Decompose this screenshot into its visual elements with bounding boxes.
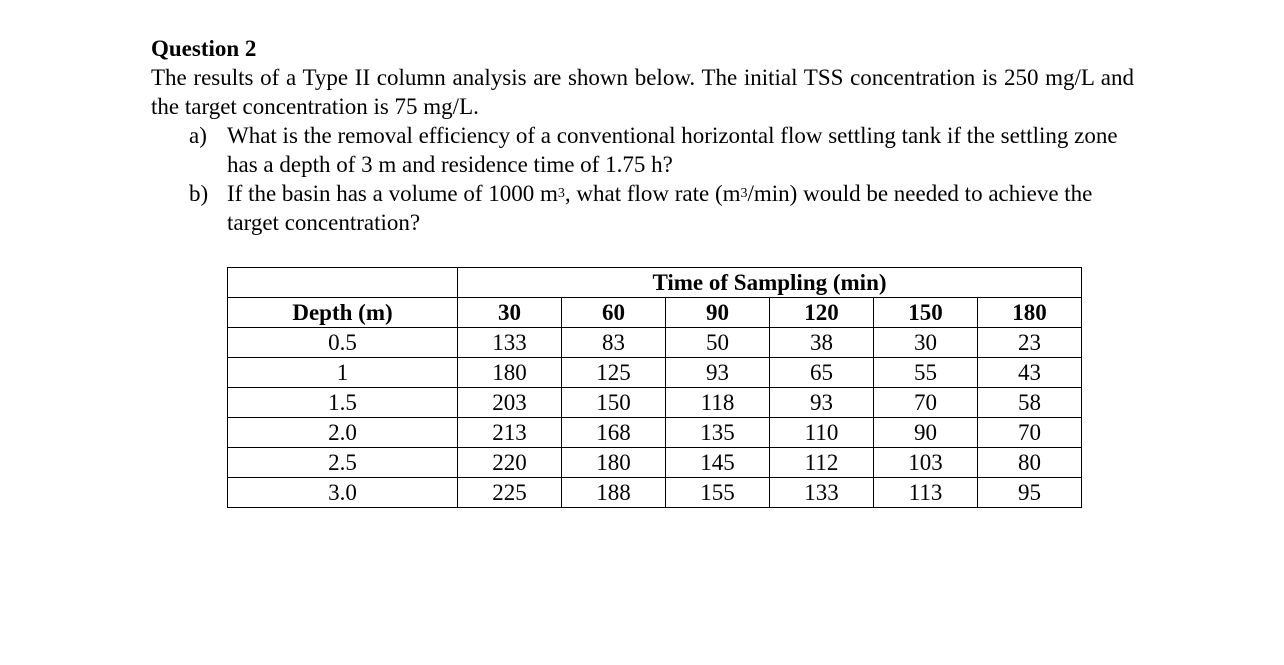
value-cell: 80 (978, 448, 1082, 478)
part-b-text-1: If the basin has a volume of 1000 m (227, 181, 558, 206)
part-a (151, 121, 1134, 179)
time-header: 150 (874, 298, 978, 328)
time-header: 90 (666, 298, 770, 328)
value-cell: 145 (666, 448, 770, 478)
value-cell: 50 (666, 328, 770, 358)
value-cell: 112 (770, 448, 874, 478)
table-row (228, 328, 1082, 358)
empty-corner-cell (228, 268, 458, 298)
value-cell: 70 (874, 388, 978, 418)
sampling-table (227, 267, 1082, 508)
time-header: 30 (458, 298, 562, 328)
value-cell: 220 (458, 448, 562, 478)
depth-cell: 1 (228, 358, 458, 388)
value-cell: 30 (874, 328, 978, 358)
column-header-row (228, 298, 1082, 328)
part-a-text: What is the removal efficiency of a conventional horizontal flow settling tank if the settling zone has a depth of 3 m and residence time of 1.75 h? (227, 123, 1118, 177)
value-cell: 213 (458, 418, 562, 448)
group-header-row (228, 268, 1082, 298)
value-cell: 103 (874, 448, 978, 478)
value-cell: 95 (978, 478, 1082, 508)
value-cell: 203 (458, 388, 562, 418)
part-b-text-3: /min) would be needed to achieve the target concentration? (227, 181, 1093, 235)
table-row (228, 418, 1082, 448)
question-intro: The results of a Type II column analysis are shown below. The initial TSS concentration is 250 mg/L and the target concentration is 75 mg/L. (151, 65, 1134, 119)
value-cell: 110 (770, 418, 874, 448)
table-row (228, 448, 1082, 478)
table-row (228, 478, 1082, 508)
value-cell: 93 (666, 358, 770, 388)
value-cell: 113 (874, 478, 978, 508)
depth-cell: 2.0 (228, 418, 458, 448)
value-cell: 38 (770, 328, 874, 358)
question-title: Question 2 (151, 36, 257, 61)
part-b-text (227, 179, 1134, 237)
part-b-sup-1: 3 (557, 186, 565, 201)
part-a-label: a) (189, 123, 207, 148)
value-cell: 168 (562, 418, 666, 448)
value-cell: 65 (770, 358, 874, 388)
part-b-sup-2: 3 (740, 186, 748, 201)
question-block (151, 34, 1134, 237)
value-cell: 93 (770, 388, 874, 418)
value-cell: 180 (562, 448, 666, 478)
value-cell: 118 (666, 388, 770, 418)
depth-cell: 3.0 (228, 478, 458, 508)
value-cell: 125 (562, 358, 666, 388)
value-cell: 155 (666, 478, 770, 508)
time-header: 60 (562, 298, 666, 328)
part-b-label: b) (189, 181, 209, 206)
value-cell: 225 (458, 478, 562, 508)
question-parts (151, 121, 1134, 237)
part-b-text-2: , what flow rate (m (564, 181, 741, 206)
time-header: 120 (770, 298, 874, 328)
value-cell: 83 (562, 328, 666, 358)
value-cell: 58 (978, 388, 1082, 418)
value-cell: 90 (874, 418, 978, 448)
time-header: 180 (978, 298, 1082, 328)
value-cell: 55 (874, 358, 978, 388)
table-row (228, 358, 1082, 388)
value-cell: 180 (458, 358, 562, 388)
value-cell: 133 (458, 328, 562, 358)
table-row (228, 388, 1082, 418)
value-cell: 23 (978, 328, 1082, 358)
time-group-header: Time of Sampling (min) (458, 268, 1082, 298)
value-cell: 188 (562, 478, 666, 508)
value-cell: 150 (562, 388, 666, 418)
part-b (151, 179, 1134, 237)
depth-cell: 1.5 (228, 388, 458, 418)
depth-cell: 0.5 (228, 328, 458, 358)
depth-header: Depth (m) (228, 298, 458, 328)
depth-cell: 2.5 (228, 448, 458, 478)
value-cell: 43 (978, 358, 1082, 388)
value-cell: 70 (978, 418, 1082, 448)
sampling-table-body (228, 268, 1082, 508)
value-cell: 133 (770, 478, 874, 508)
value-cell: 135 (666, 418, 770, 448)
